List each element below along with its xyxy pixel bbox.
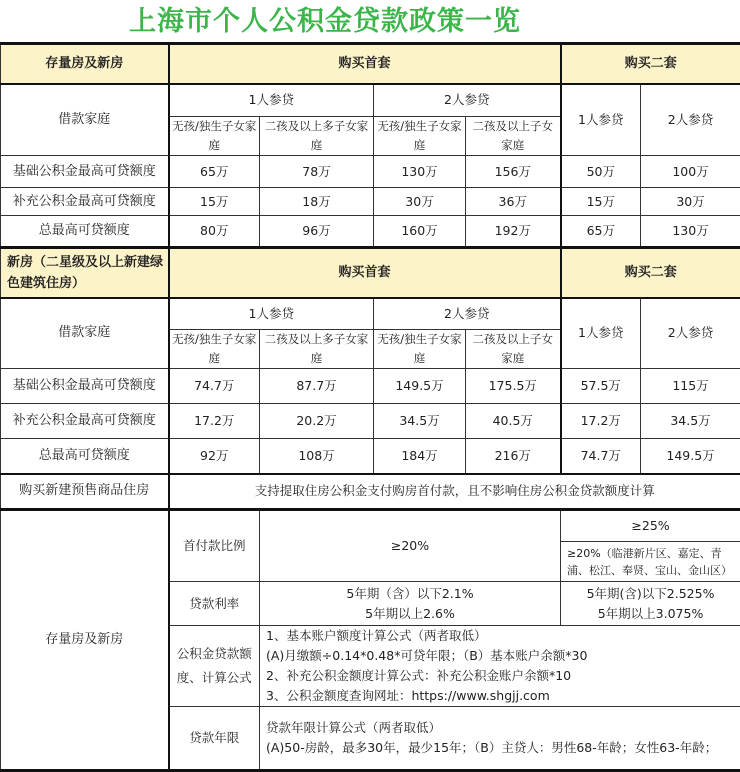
cell: 216万 <box>466 439 561 474</box>
cell: 34.5万 <box>641 404 740 439</box>
subcategory: 无孩/独生子女家庭 <box>169 117 260 156</box>
cell: 160万 <box>374 216 466 248</box>
down-payment-second-alt: ≥20%（临港新片区、嘉定、青浦、松江、奉贤、宝山、金山区） <box>561 542 740 582</box>
cell: 108万 <box>260 439 374 474</box>
section1-header <box>1 44 740 84</box>
second-home-header: 购买二套 <box>561 248 740 298</box>
family-label: 借款家庭 <box>1 298 169 369</box>
cell: 149.5万 <box>374 369 466 404</box>
down-payment-second: ≥25% <box>561 510 740 542</box>
row-label: 总最高可贷额度 <box>1 439 169 474</box>
subcategory: 无孩/独生子女家庭 <box>374 330 466 369</box>
table-row <box>1 439 740 474</box>
rate-second <box>561 582 740 626</box>
section-label: 新房（二星级及以上新建绿色建筑住房） <box>1 248 169 298</box>
presale-text: 支持提取住房公积金支付购房首付款，且不影响住房公积金贷款额度计算 <box>169 474 740 510</box>
cell: 17.2万 <box>561 404 641 439</box>
row-label: 基础公积金最高可贷额度 <box>1 369 169 404</box>
cell: 74.7万 <box>169 369 260 404</box>
cell: 80万 <box>169 216 260 248</box>
table-row <box>1 369 740 404</box>
cell: 130万 <box>374 156 466 188</box>
one-borrower: 1人参贷 <box>169 84 374 117</box>
one-borrower: 1人参贷 <box>561 84 641 156</box>
cell: 100万 <box>641 156 740 188</box>
cell: 30万 <box>641 188 740 216</box>
subcategory: 二孩及以上多子女家庭 <box>260 117 374 156</box>
cell: 50万 <box>561 156 641 188</box>
term-label: 贷款年限 <box>169 707 260 771</box>
rate-line: 5年期以上3.075% <box>563 604 738 624</box>
cell: 149.5万 <box>641 439 740 474</box>
term-line: (A)50-房龄，最多30年，最少15年；（B）主贷人：男性68-年龄；女性63-年龄； <box>266 738 738 758</box>
cell: 65万 <box>561 216 641 248</box>
row-label: 补充公积金最高可贷额度 <box>1 188 169 216</box>
section-label: 存量房及新房 <box>1 44 169 84</box>
term-text <box>260 707 740 771</box>
subcategory: 无孩/独生子女家庭 <box>169 330 260 369</box>
two-borrowers: 2人参贷 <box>641 84 740 156</box>
section2-header <box>1 248 740 298</box>
row-label: 总最高可贷额度 <box>1 216 169 248</box>
cell: 115万 <box>641 369 740 404</box>
policy-table <box>0 42 740 772</box>
row-label: 基础公积金最高可贷额度 <box>1 156 169 188</box>
term-line: 贷款年限计算公式（两者取低） <box>266 718 738 738</box>
subcategory: 二孩及以上多子女家庭 <box>260 330 374 369</box>
two-borrowers: 2人参贷 <box>374 84 561 117</box>
one-borrower: 1人参贷 <box>561 298 641 369</box>
cell: 130万 <box>641 216 740 248</box>
table-row <box>1 404 740 439</box>
formula-line: 2、补充公积金额度计算公式：补充公积金账户余额*10 <box>266 666 738 686</box>
rate-line: 5年期（含）以下2.1% <box>262 584 558 604</box>
presale-label: 购买新建预售商品住房 <box>1 474 169 510</box>
cell: 18万 <box>260 188 374 216</box>
formula-line: 1、基本账户额度计算公式（两者取低） <box>266 626 738 646</box>
cell: 57.5万 <box>561 369 641 404</box>
one-borrower: 1人参贷 <box>169 298 374 330</box>
row-label: 补充公积金最高可贷额度 <box>1 404 169 439</box>
cell: 92万 <box>169 439 260 474</box>
subcategory: 无孩/独生子女家庭 <box>374 117 466 156</box>
first-home-header: 购买首套 <box>169 44 561 84</box>
cell: 156万 <box>466 156 561 188</box>
cell: 192万 <box>466 216 561 248</box>
formula-line: (A)月缴额÷0.14*0.48*可贷年限；（B）基本账户余额*30 <box>266 646 738 666</box>
two-borrowers: 2人参贷 <box>374 298 561 330</box>
table-row <box>1 156 740 188</box>
cell: 20.2万 <box>260 404 374 439</box>
cell: 65万 <box>169 156 260 188</box>
cell: 15万 <box>561 188 641 216</box>
cell: 96万 <box>260 216 374 248</box>
rate-line: 5年期以上2.6% <box>262 604 558 624</box>
cell: 17.2万 <box>169 404 260 439</box>
rate-label: 贷款利率 <box>169 582 260 626</box>
section3-label: 存量房及新房 <box>1 510 169 771</box>
cell: 184万 <box>374 439 466 474</box>
rate-first <box>260 582 561 626</box>
family-label: 借款家庭 <box>1 84 169 156</box>
second-home-header: 购买二套 <box>561 44 740 84</box>
cell: 34.5万 <box>374 404 466 439</box>
cell: 175.5万 <box>466 369 561 404</box>
cell: 36万 <box>466 188 561 216</box>
page-title: 上海市个人公积金贷款政策一览 <box>0 0 740 42</box>
presale-row <box>1 474 740 510</box>
formula-label: 公积金贷款额度、计算公式 <box>169 626 260 707</box>
rate-line: 5年期(含)以下2.525% <box>563 584 738 604</box>
table-row <box>1 188 740 216</box>
cell: 78万 <box>260 156 374 188</box>
cell: 87.7万 <box>260 369 374 404</box>
cell: 30万 <box>374 188 466 216</box>
formula-text <box>260 626 740 707</box>
down-payment-first: ≥20% <box>260 510 561 582</box>
first-home-header: 购买首套 <box>169 248 561 298</box>
cell: 40.5万 <box>466 404 561 439</box>
formula-line: 3、公积金额度查询网址：https://www.shgjj.com <box>266 686 738 706</box>
subcategory: 二孩及以上子女家庭 <box>466 117 561 156</box>
down-payment-label: 首付款比例 <box>169 510 260 582</box>
cell: 74.7万 <box>561 439 641 474</box>
table-row <box>1 216 740 248</box>
cell: 15万 <box>169 188 260 216</box>
two-borrowers: 2人参贷 <box>641 298 740 369</box>
subcategory: 二孩及以上子女家庭 <box>466 330 561 369</box>
